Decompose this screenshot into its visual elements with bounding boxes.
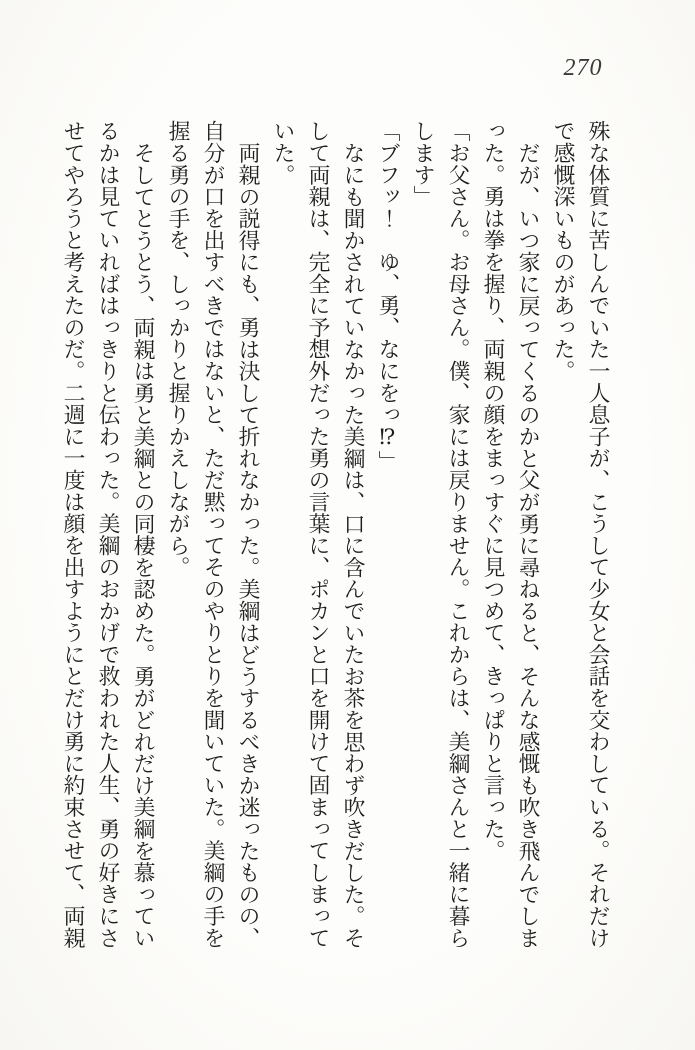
paragraph-7: そしてとうとう、両親は勇と美綱との同棲を認めた。勇がどれだけ美綱を慕っているかは見ていればはっきりと伝わった。美綱のおかげで救われた人生、勇の好きにさせてやろうと考えたのだ。二週に一度は顔を出すようにとだけ勇に約束させて、両親 bbox=[61, 120, 155, 949]
paragraph-5: なにも聞かされていなかった美綱は、口に含んでいたお茶を思わず吹きだした。そして両親は、完全に予想外だった勇の言葉に、ポカンと口を開けて固まってしまっていた。 bbox=[271, 120, 365, 949]
body-text-block bbox=[54, 120, 615, 953]
paragraph-4-dialogue: 「ブフッ！ ゆ、勇、なにをっ⁉」 bbox=[376, 120, 400, 472]
paragraph-3-dialogue: 「お父さん。お母さん。僕、家には戻りません。これからは、美綱さんと一緒に暮らします」 bbox=[411, 120, 470, 949]
paragraph-6: 両親の説得にも、勇は決して折れなかった。美綱はどうするべきか迷ったものの、自分が口を出すべきではないと、ただ黙ってそのやりとりを聞いていた。美綱の手を握る勇の手を、しっかりと握りかえしながら。 bbox=[166, 120, 260, 949]
paragraph-1: 殊な体質に苦しんでいた一人息子が、こうして少女と会話を交わしている。それだけで感慨深いものがあった。 bbox=[551, 120, 610, 949]
page-number: 270 bbox=[563, 55, 603, 81]
paragraph-2: だが、いつ家に戻ってくるのかと父が勇に尋ねると、そんな感慨も吹き飛んでしまった。勇は拳を握り、両親の顔をまっすぐに見つめて、きっぱりと言った。 bbox=[481, 120, 540, 949]
